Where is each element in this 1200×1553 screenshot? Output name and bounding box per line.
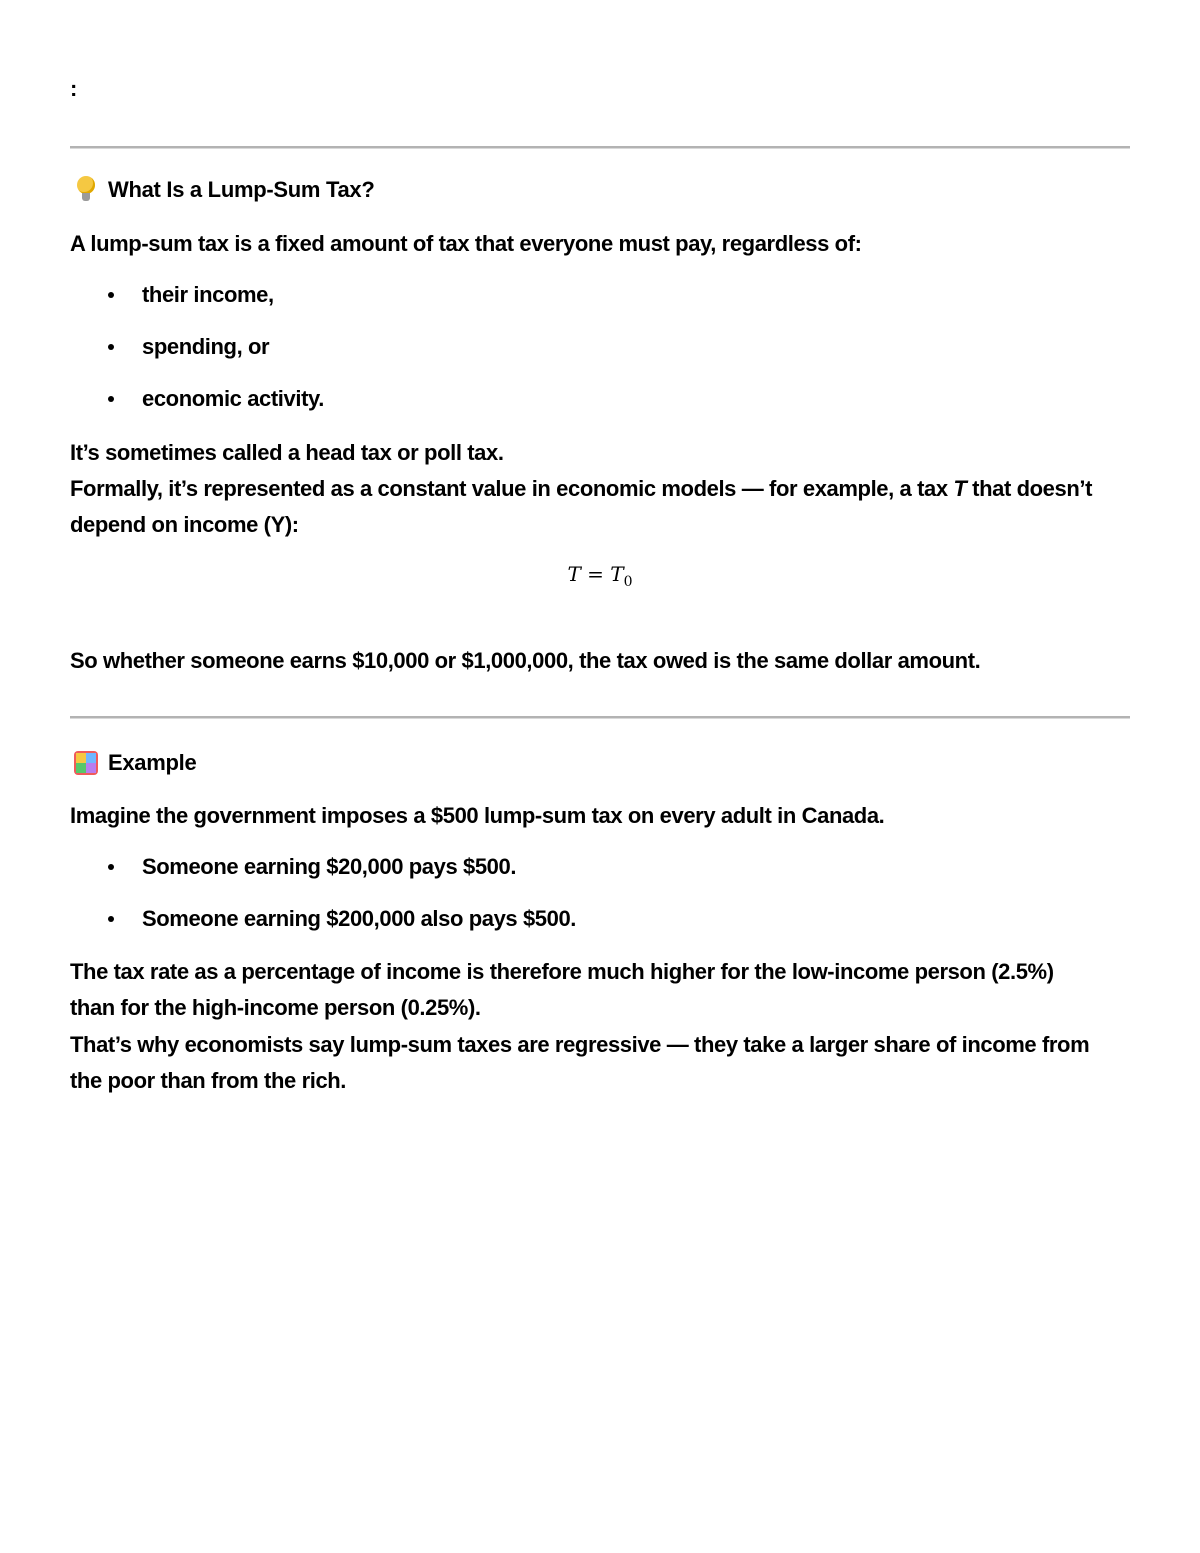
grid-icon	[74, 751, 98, 775]
section-heading-example	[74, 750, 196, 776]
bullet-dot	[108, 396, 114, 402]
list-item	[108, 282, 274, 308]
formula-text: T = T	[567, 562, 624, 586]
paragraph-formal-line2: depend on income (Y):	[70, 512, 299, 537]
list-item	[108, 906, 576, 932]
divider-middle	[70, 716, 1130, 719]
bullet-dot	[108, 292, 114, 298]
paragraph-formal-line1	[70, 471, 1130, 507]
list-item	[108, 334, 269, 360]
paragraph-regressive-line1: That’s why economists say lump-sum taxes are regressive — they take a larger share of income from	[70, 1032, 1090, 1057]
formula	[70, 562, 1130, 590]
variable-t: T	[953, 476, 967, 501]
list-item	[108, 854, 516, 880]
section-heading-text: What Is a Lump-Sum Tax?	[108, 177, 375, 202]
paragraph-regressive-line2: the poor than from the rich.	[70, 1068, 347, 1093]
bullet-dot	[108, 344, 114, 350]
paragraph-rate-line2: than for the high-income person (0.25%).	[70, 995, 481, 1020]
bullet-dot	[108, 916, 114, 922]
formula-subscript: 0	[623, 574, 633, 590]
paragraph-rate-line1: The tax rate as a percentage of income is therefore much higher for the low-income person (2.5%)	[70, 959, 1054, 984]
leading-colon: :	[70, 76, 78, 101]
list-item-text: spending, or	[142, 334, 270, 359]
list-item-text: Someone earning $20,000 pays $500.	[142, 854, 517, 879]
list-item-text: Someone earning $200,000 also pays $500.	[142, 906, 577, 931]
paragraph-conclusion: So whether someone earns $10,000 or $1,000,000, the tax owed is the same dollar amount.	[70, 648, 981, 673]
lightbulb-icon	[74, 176, 98, 204]
list-item-text: their income,	[142, 282, 274, 307]
text-span: Formally, it’s represented as a constant value in economic models — for example, a tax	[70, 476, 954, 501]
section-heading-text: Example	[108, 750, 197, 775]
bullet-dot	[108, 864, 114, 870]
section-heading-lump-sum	[74, 176, 375, 204]
text-span: that doesn’t	[966, 476, 1093, 501]
list-item-text: economic activity.	[142, 386, 324, 411]
list-item	[108, 386, 324, 412]
definition-intro: A lump-sum tax is a fixed amount of tax that everyone must pay, regardless of:	[70, 231, 862, 256]
divider-top	[70, 146, 1130, 149]
paragraph-head-tax: It’s sometimes called a head tax or poll tax.	[70, 440, 504, 465]
example-intro: Imagine the government imposes a $500 lump-sum tax on every adult in Canada.	[70, 803, 885, 828]
